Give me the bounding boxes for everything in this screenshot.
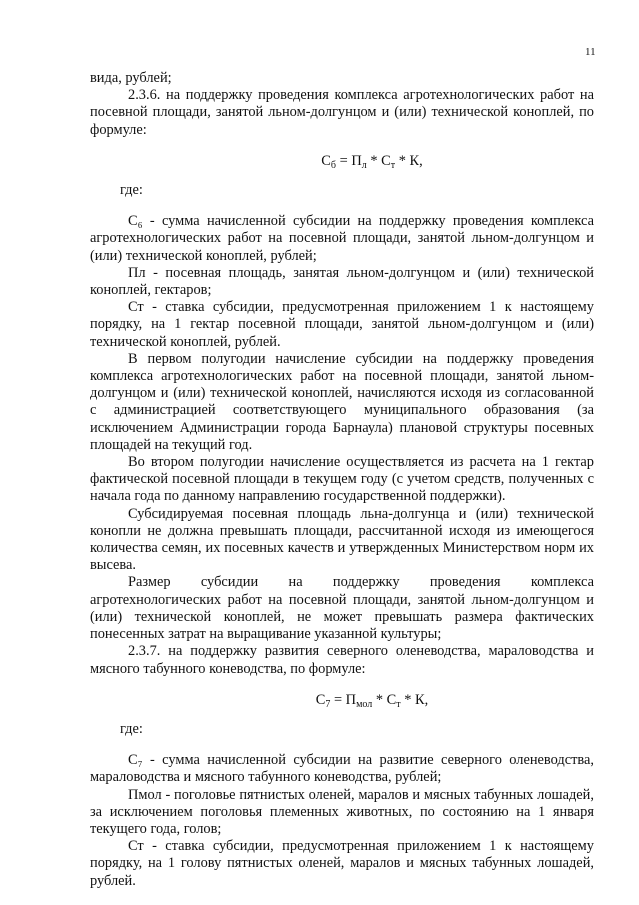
page-number: 11 [585, 46, 596, 58]
definition-st-1: Ст - ставка субсидии, предусмотренная приложением 1 к настоящему порядку, на 1 гектар посевной площади, занятой льном-долгунцом и (или) технической коноплей, рублей. [90, 299, 594, 350]
formula-c6-a-sub: б [330, 159, 336, 171]
where-label-1: где: [120, 182, 143, 199]
formula-c7-b: П [345, 691, 357, 708]
formula-c7-mul1: * [372, 691, 387, 708]
formula-c6-b: П [351, 152, 362, 169]
formula-c7-c: С [386, 691, 397, 708]
paragraph-subsidy-limit: Размер субсидии на поддержку проведения комплекса агротехнологических работ на посевной площади, занятой льном-долгунцом и (или) технической коноплей, не может превышать размера фактических понесенных затрат на выращивание указанной культуры; [90, 574, 594, 643]
definition-c7: С₇ - сумма начисленной субсидии на развитие северного оленеводства, мараловодства и мясного табунного коневодства, рублей; [90, 752, 594, 786]
formula-c7-eq: = [330, 691, 346, 708]
formula-c6-a: С [321, 152, 331, 169]
formula-c6-c-sub: т [390, 159, 396, 171]
definition-pl: Пл - посевная площадь, занятая льном-долгунцом и (или) технической коноплей, гектаров; [90, 264, 594, 299]
formula-c7-a: С [315, 691, 326, 708]
definition-st-2: Ст - ставка субсидии, предусмотренная приложением 1 к настоящему порядку, на 1 голову пятнистых оленей, маралов и мясных табунных лошадей, рублей. [90, 838, 594, 889]
formula-c6 [90, 153, 594, 174]
paragraph-second-half: Во втором полугодии начисление осуществляется из расчета на 1 гектар фактической посевной площади в текущем году (с учетом средств, полученных с начала года по данному направлению государственной поддержки). [90, 454, 594, 505]
paragraph-intro: вида, рублей; [90, 70, 172, 86]
paragraph-first-half: В первом полугодии начисление субсидии на поддержку проведения комплекса агротехнологических работ на посевной площади, занятой льном-долгунцом и (или) технической коноплей, начисляются исходя из согласованной с администрацией соответствующего муниципального образования (за исключением Администрации города Барнаула) плановой структуры посевных площадей на текущий год. [90, 350, 594, 453]
formula-c7-b-sub: мол [356, 698, 373, 710]
formula-c7-d: К, [415, 691, 429, 708]
where-label-2: где: [120, 720, 143, 737]
document-body [90, 70, 594, 890]
clause-2-3-7: 2.3.7. на поддержку развития северного оленеводства, мараловодства и мясного табунного коневодства, по формуле: [90, 643, 594, 677]
formula-c6-eq: = [336, 152, 352, 169]
formula-c7-a-sub: 7 [325, 698, 331, 710]
clause-2-3-6: 2.3.6. на поддержку проведения комплекса агротехнологических работ на посевной площади, занятой льном-долгунцом и (или) технической коноплей, по формуле: [90, 87, 594, 138]
definition-c6: С₆ - сумма начисленной субсидии на поддержку проведения комплекса агротехнологических работ на посевной площади, занятой льном-долгунцом и (или) технической коноплей, рублей; [90, 213, 594, 264]
formula-c7 [90, 692, 594, 713]
formula-c6-d: К, [409, 152, 423, 169]
formula-c6-b-sub: л [361, 159, 367, 171]
formula-c6-mul2: * [395, 152, 410, 169]
formula-c6-c: С [381, 152, 391, 169]
paragraph-area-limit: Субсидируемая посевная площадь льна-долгунца и (или) технической конопли не должна превышать площади, рассчитанной исходя из имеющегося количества семян, их посевных качеств и утвержденных Министерством норм их высева. [90, 505, 594, 574]
formula-c7-c-sub: т [396, 698, 401, 710]
formula-c6-mul1: * [366, 152, 382, 169]
definition-pmol: Пмол - поголовье пятнистых оленей, маралов и мясных табунных лошадей, за исключением поголовья племенных животных, по состоянию на 1 января текущего года, голов; [90, 786, 594, 837]
formula-c7-mul2: * [400, 691, 416, 708]
